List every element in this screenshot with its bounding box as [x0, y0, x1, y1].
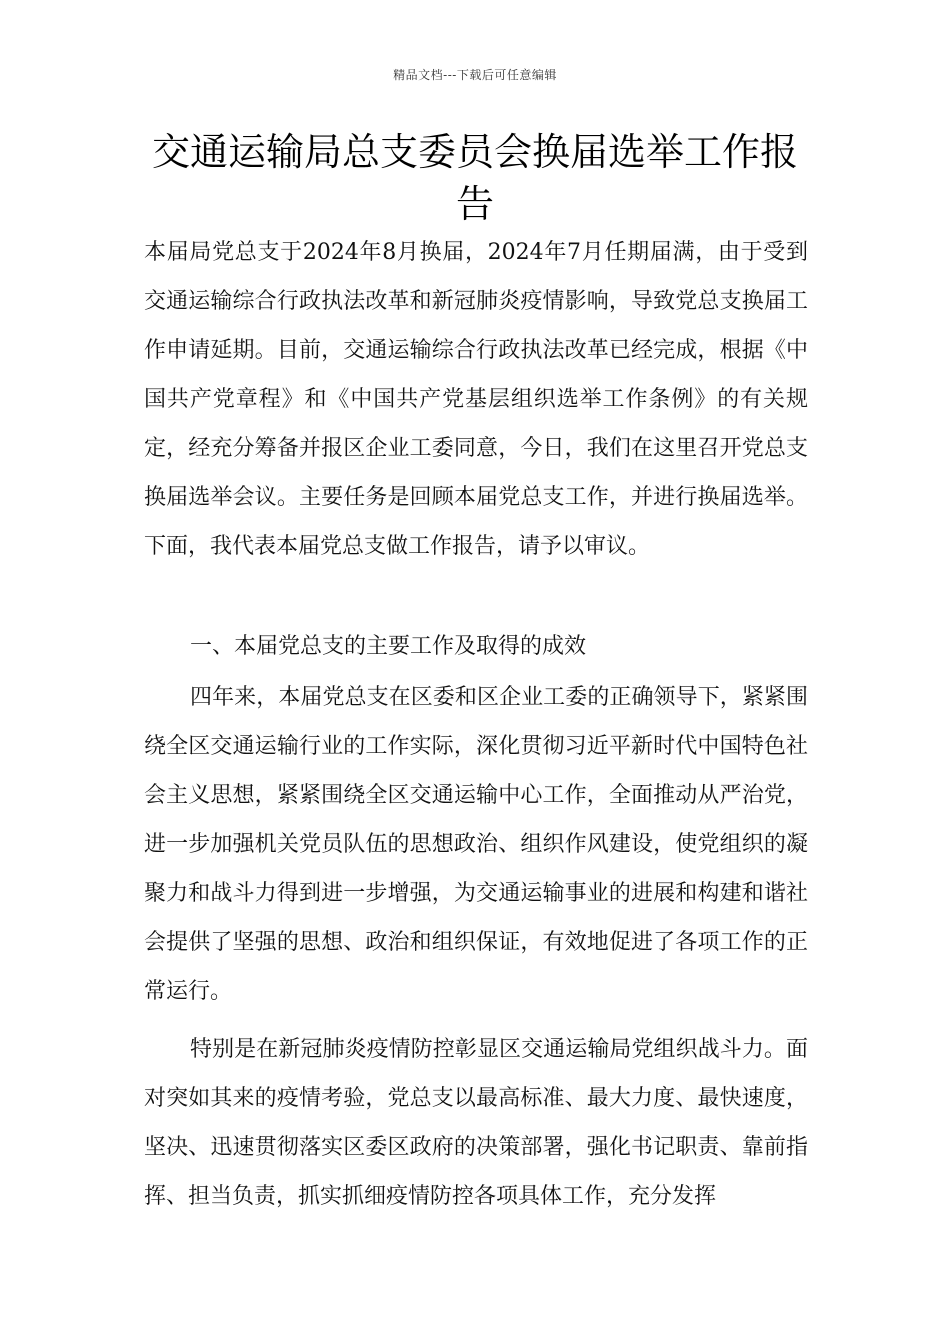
- epidemic-paragraph: 特别是在新冠肺炎疫情防控彰显区交通运输局党组织战斗力。面对突如其来的疫情考验，党总支以最高标准、最大力度、最快速度，坚决、迅速贯彻落实区委区政府的决策部署，强化书记职责、靠前指挥、担当负责，抓实抓细疫情防控各项具体工作，充分发挥: [144, 1037, 808, 1209]
- document-title: 交通运输局总支委员会换届选举工作报告: [151, 130, 798, 226]
- section-heading: 一、本届党总支的主要工作及取得的成效: [190, 634, 587, 659]
- achievements-paragraph: 四年来，本届党总支在区委和区企业工委的正确领导下，紧紧围绕全区交通运输行业的工作实际，深化贯彻习近平新时代中国特色社会主义思想，紧紧围绕全区交通运输中心工作，全面推动从严治党，进一步加强机关党员队伍的思想政治、组织作风建设，使党组织的凝聚力和战斗力得到进一步增强，为交通运输事业的进展和构建和谐社会提供了坚强的思想、政治和组织保证，有效地促进了各项工作的正常运行。: [144, 685, 808, 1004]
- intro-paragraph: 本届局党总支于2024年8月换届，2024年7月任期届满，由于受到交通运输综合行政执法改革和新冠肺炎疫情影响，导致党总支换届工作申请延期。目前，交通运输综合行政执法改革已经完成，根据《中国共产党章程》和《中国共产党基层组织选举工作条例》的有关规定，经充分筹备并报区企业工委同意，今日，我们在这里召开党总支换届选举会议。主要任务是回顾本届党总支工作，并进行换届选举。下面，我代表本届党总支做工作报告，请予以审议。: [144, 240, 808, 559]
- header-note: 精品文档---下载后可任意编辑: [393, 68, 557, 82]
